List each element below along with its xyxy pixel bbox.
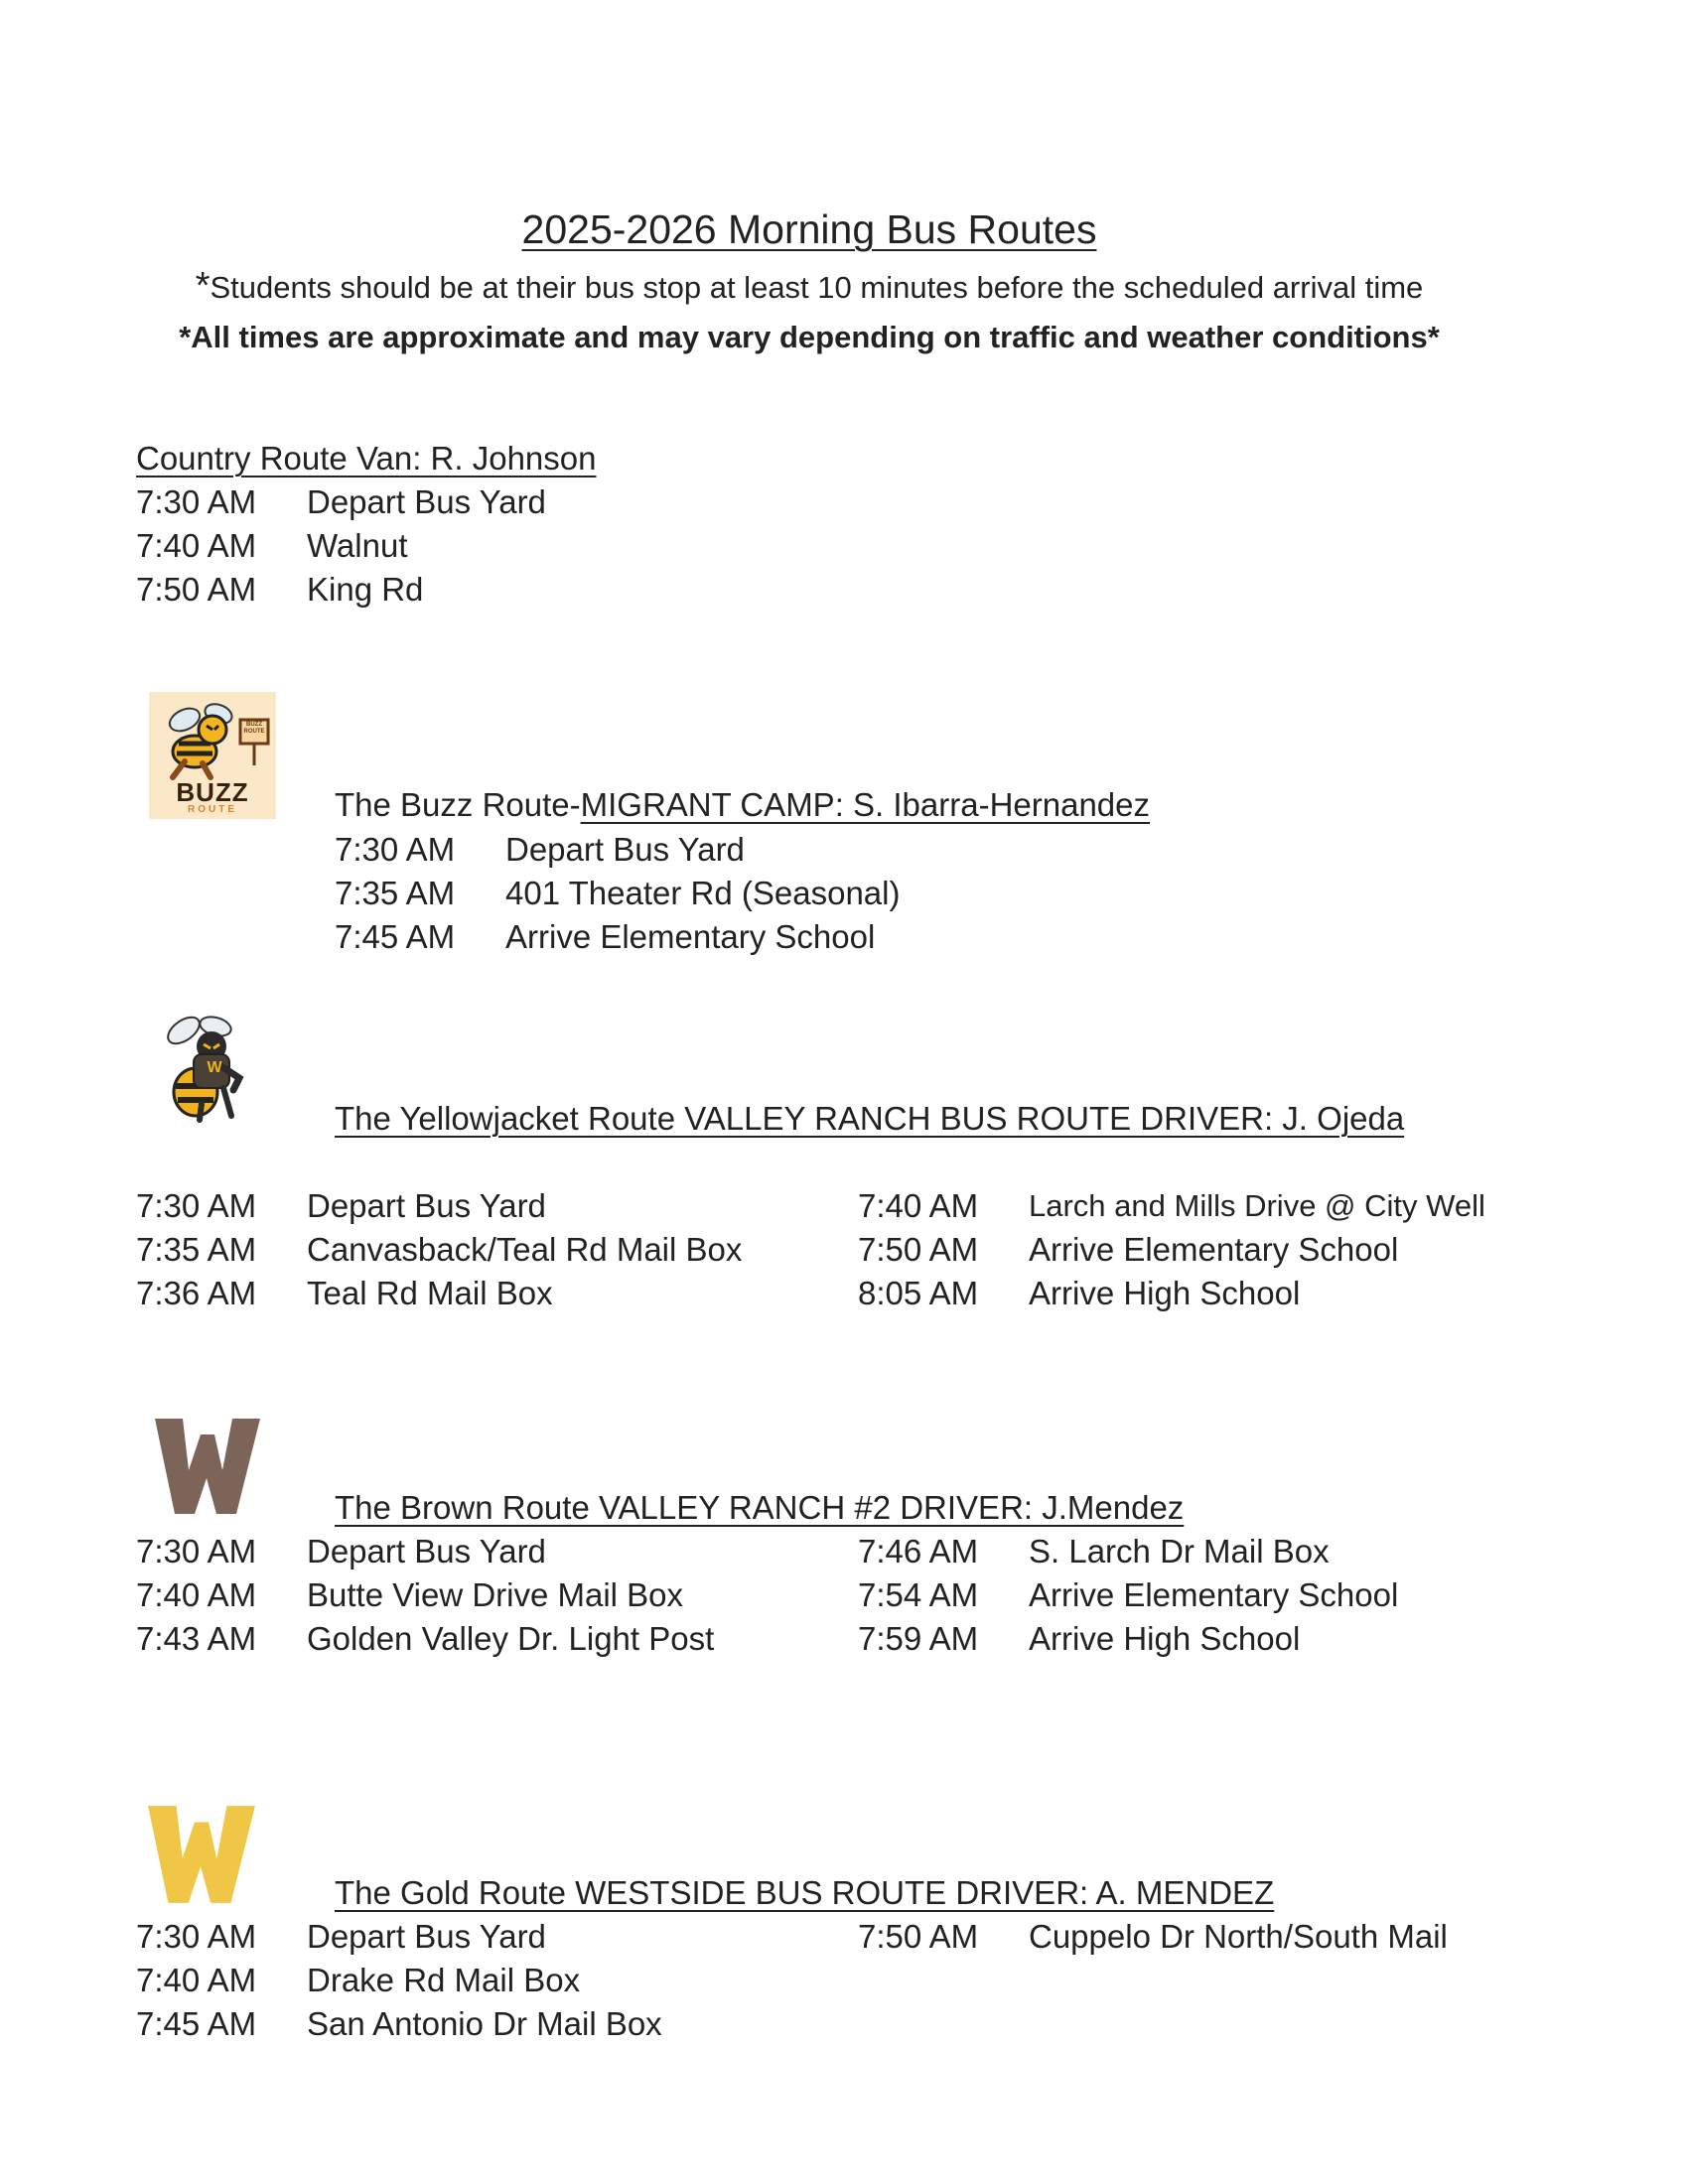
gold-w-logo xyxy=(142,1802,259,1907)
country-route-heading: Country Route Van: R. Johnson xyxy=(136,440,597,477)
yellowjacket-logo xyxy=(154,1009,271,1126)
buzz-logo-subword: ROUTE xyxy=(188,804,237,815)
buzz-sign-text: BUZZ ROUTE xyxy=(243,722,265,735)
gold-w-icon xyxy=(142,1802,259,1907)
arrival-note: *Students should be at their bus stop at least 10 minutes before the scheduled arrival time xyxy=(195,265,1424,307)
buzz-route-logo xyxy=(149,692,276,819)
buzz-route-heading: The Buzz Route-MIGRANT CAMP: S. Ibarra-Hernandez xyxy=(335,786,1151,823)
approximate-times-note: *All times are approximate and may vary depending on traffic and weather conditions* xyxy=(179,320,1440,354)
page-title: 2025-2026 Morning Bus Routes xyxy=(521,206,1097,252)
brown-w-logo xyxy=(149,1415,264,1518)
buzz-logo-word: BUZZ xyxy=(176,777,249,807)
brown-route-heading: The Brown Route VALLEY RANCH #2 DRIVER: J.Mendez xyxy=(335,1489,1185,1526)
yellowjacket-route-heading: The Yellowjacket Route VALLEY RANCH BUS ROUTE DRIVER: J. Ojeda xyxy=(335,1100,1405,1137)
gold-route-heading: The Gold Route WESTSIDE BUS ROUTE DRIVER: A. MENDEZ xyxy=(335,1874,1275,1911)
brown-w-icon xyxy=(149,1415,264,1518)
yellowjacket-shirt-letter: W xyxy=(207,1059,222,1076)
